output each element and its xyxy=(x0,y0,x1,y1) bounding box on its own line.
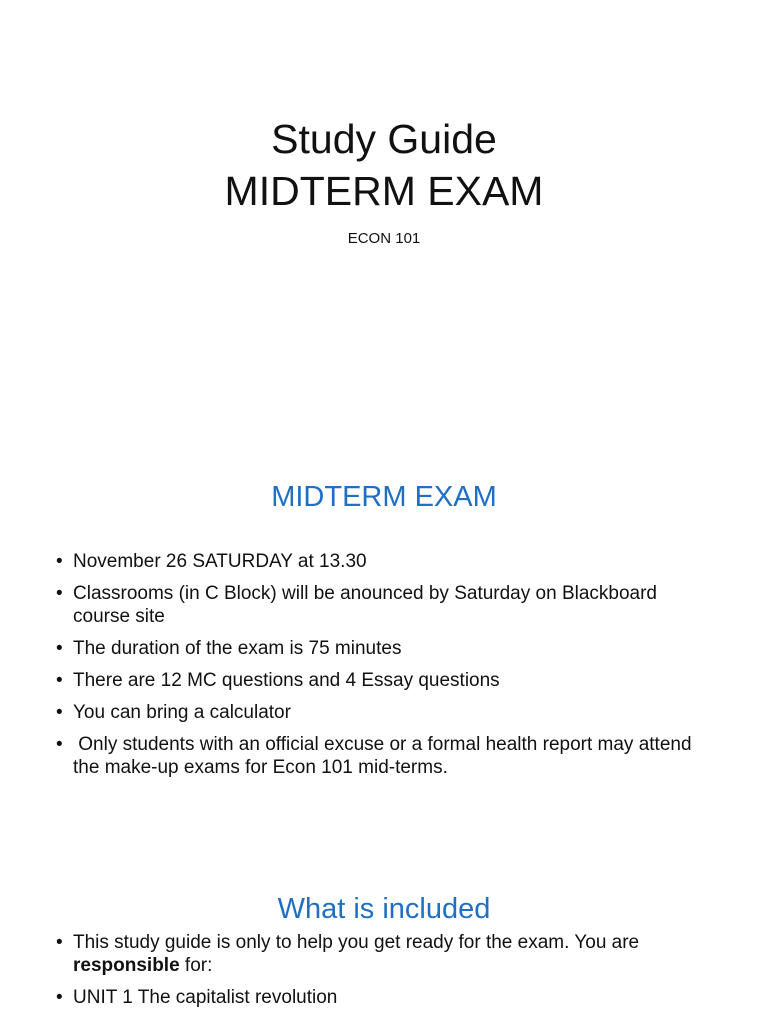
title-slide xyxy=(0,0,768,430)
bullet-icon: • xyxy=(56,734,63,755)
list-item xyxy=(56,701,716,724)
bullet-icon: • xyxy=(56,702,63,723)
course-code: ECON 101 xyxy=(347,230,421,247)
bullet-text: The duration of the exam is 75 minutes xyxy=(73,638,402,659)
included-slide xyxy=(0,860,768,1024)
bullet-text: Only students with an official excuse or a formal health report may attend the make-up exams for Econ 101 mid-terms. xyxy=(73,734,697,778)
bullet-text: UNIT 1 The capitalist revolution xyxy=(73,987,338,1008)
list-item xyxy=(56,669,716,692)
list-item xyxy=(56,986,716,1009)
bullet-text: Classrooms (in C Block) will be anounced by Saturday on Blackboard course site xyxy=(73,583,657,627)
included-heading: What is included xyxy=(277,893,491,925)
bullet-icon: • xyxy=(56,987,63,1008)
bullet-icon: • xyxy=(56,638,63,659)
midterm-bullet-list xyxy=(56,550,716,788)
bullet-icon: • xyxy=(56,583,63,604)
bullet-icon: • xyxy=(56,670,63,691)
document-title: Study Guide xyxy=(271,116,497,162)
list-item xyxy=(56,550,716,573)
included-bullet-list xyxy=(56,931,716,1018)
bullet-icon: • xyxy=(56,932,63,953)
bullet-text-emphasis: responsible xyxy=(73,955,180,976)
document-title-line-2: MIDTERM EXAM xyxy=(224,168,544,214)
list-item xyxy=(56,733,716,779)
list-item xyxy=(56,931,716,977)
bullet-text: November 26 SATURDAY at 13.30 xyxy=(73,551,367,572)
bullet-text-part: This study guide is only to help you get ready for the exam. You are xyxy=(73,932,645,953)
list-item xyxy=(56,582,716,628)
bullet-text: There are 12 MC questions and 4 Essay questions xyxy=(73,670,500,691)
list-item xyxy=(56,637,716,660)
bullet-text: You can bring a calculator xyxy=(73,702,291,723)
midterm-heading: MIDTERM EXAM xyxy=(271,481,497,513)
bullet-text-part: for: xyxy=(179,955,213,976)
midterm-slide xyxy=(0,430,768,860)
bullet-icon: • xyxy=(56,551,63,572)
